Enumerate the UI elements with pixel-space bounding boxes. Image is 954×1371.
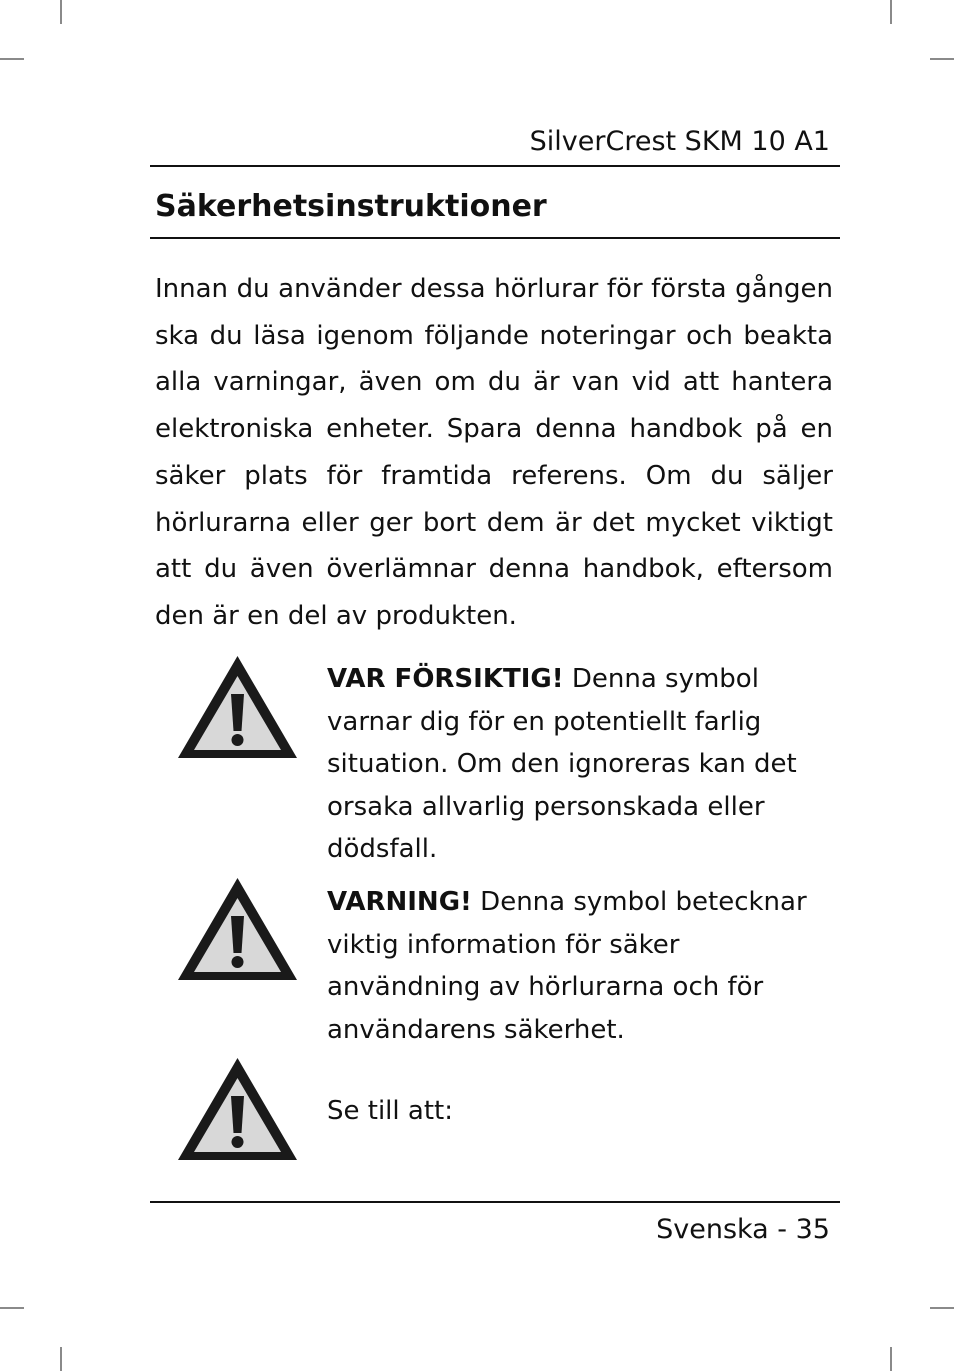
notice-ensure xyxy=(327,1090,832,1133)
running-header: SilverCrest SKM 10 A1 xyxy=(529,126,830,157)
crop-mark xyxy=(930,1307,954,1309)
page-number: Svenska - 35 xyxy=(656,1214,830,1245)
section-title: Säkerhetsinstruktioner xyxy=(155,189,547,224)
intro-paragraph: Innan du använder dessa hörlurar för första gången ska du läsa igenom följande noteringar och beakta alla varningar, även om du är van vid att hantera elektroniska enheter. Spara denna handbok på en säker plats för framtida referens. Om du säljer hörlurarna eller ger bort dem är det mycket viktigt att du även överlämnar denna handbok, eftersom den är en del av produkten. xyxy=(155,274,833,631)
crop-mark xyxy=(890,1347,892,1371)
crop-mark xyxy=(60,1347,62,1371)
header-rule xyxy=(150,165,840,167)
notice-label: VAR FÖRSIKTIG! xyxy=(327,664,564,694)
crop-mark xyxy=(930,58,954,60)
notice-text: Se till att: xyxy=(327,1096,453,1126)
notice-text: Denna symbol varnar dig för en potentiellt farlig situation. Om den ignoreras kan det orsaka allvarlig personskada eller dödsfall. xyxy=(327,664,797,864)
notice-caution xyxy=(327,658,832,871)
warning-triangle-icon xyxy=(176,876,299,984)
title-rule xyxy=(150,237,840,239)
notice-warning xyxy=(327,881,832,1051)
warning-triangle-icon xyxy=(176,654,299,762)
crop-mark xyxy=(890,0,892,24)
crop-mark xyxy=(0,58,24,60)
crop-mark xyxy=(0,1307,24,1309)
warning-triangle-icon xyxy=(176,1056,299,1164)
footer-rule xyxy=(150,1201,840,1203)
notice-text: Denna symbol betecknar viktig information för säker användning av hörlurarna och för användarens säkerhet. xyxy=(327,887,807,1045)
crop-mark xyxy=(60,0,62,24)
notice-label: VARNING! xyxy=(327,887,472,917)
